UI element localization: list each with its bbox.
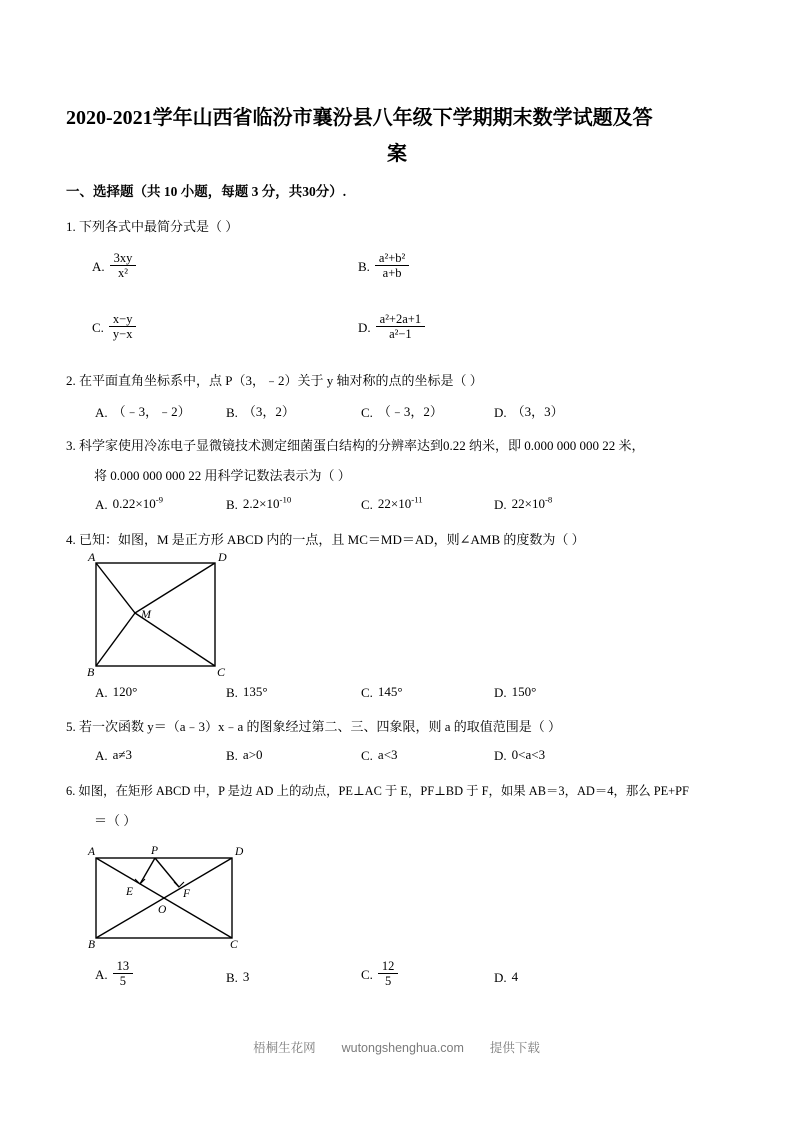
question-3-stem-line1: 科学家使用冷冻电子显微镜技术测定细菌蛋白结构的分辨率达到0.22 纳米，即 0.000 000 000 22 米， [79, 438, 645, 453]
question-2-number: 2. [66, 373, 76, 388]
option-5-A-text: a≠3 [112, 747, 133, 762]
vertex-label-O: O [158, 904, 167, 916]
option-6-D[interactable] [494, 969, 518, 986]
segment-PE [140, 858, 155, 884]
question-6-stem-line2-wrapper [94, 811, 136, 831]
vertex-label-A: A [88, 552, 96, 564]
option-1-C[interactable] [92, 313, 136, 343]
segment-AM [96, 563, 135, 613]
option-4-D-text: 150° [511, 684, 537, 699]
page-title [66, 100, 728, 172]
vertex-label-D: D [235, 846, 244, 858]
option-4-C-text: 145° [377, 684, 403, 699]
rectangle-abcd-diagonals-svg [84, 843, 254, 948]
question-1 [66, 217, 238, 237]
option-1-B-denominator: a+b [375, 265, 409, 280]
option-3-A-base: 0.22×10 [112, 496, 156, 511]
option-1-C-numerator: x−y [112, 312, 133, 326]
figure-question-6 [84, 843, 254, 948]
option-5-D[interactable] [494, 747, 545, 764]
option-6-C-numerator: 12 [381, 959, 395, 973]
footer-note: 提供下载 [489, 1041, 540, 1055]
vertex-label-D: D [218, 552, 227, 564]
option-3-B-base: 2.2×10 [242, 496, 280, 511]
option-1-B-fraction [375, 251, 409, 281]
right-angle-mark-F [174, 882, 184, 887]
option-3-C-base: 22×10 [377, 496, 412, 511]
option-1-A-denominator: x² [110, 265, 137, 280]
page-title-line2: 案 [387, 143, 407, 165]
option-1-A-numerator: 3xy [113, 251, 133, 265]
option-3-D[interactable] [494, 496, 552, 513]
option-3-B-exponent: -10 [279, 494, 292, 505]
footer-site-url: wutongshenghua.com [341, 1041, 464, 1055]
option-4-B[interactable] [226, 684, 268, 701]
option-4-D[interactable] [494, 684, 536, 701]
square-outline [96, 563, 215, 666]
option-2-D-label: D. [494, 405, 507, 421]
option-1-C-label: C. [92, 319, 104, 335]
option-2-C[interactable] [361, 401, 443, 421]
question-6-stem-line1: 如图，在矩形 ABCD 中，P 是边 AD 上的动点，PE⊥AC 于 E，PF⊥BD 于 F，如果 AB＝3，AD＝4，那么 PE+PF [78, 784, 689, 798]
question-4 [66, 530, 585, 550]
segment-DM [135, 563, 215, 613]
vertex-label-F: F [183, 888, 191, 900]
question-2-stem: 在平面直角坐标系中，点 P（3，﹣2）关于 y 轴对称的点的坐标是（ ） [79, 373, 483, 388]
option-3-A-label: A. [95, 497, 108, 513]
option-5-B[interactable] [226, 747, 263, 764]
option-6-C-denominator: 5 [378, 973, 399, 988]
question-1-stem: 下列各式中最简分式是（ ） [79, 219, 239, 234]
question-3-stem-line2-wrapper [94, 466, 351, 486]
option-5-B-label: B. [226, 748, 238, 764]
question-3 [66, 436, 645, 456]
option-2-B-text: （3，2） [242, 404, 295, 419]
option-1-B-numerator: a²+b² [378, 251, 406, 265]
option-3-D-base: 22×10 [511, 496, 545, 511]
option-2-C-text: （﹣3，2） [377, 404, 443, 419]
question-6-stem-line2: ＝（ ） [94, 813, 137, 828]
option-6-D-text: 4 [511, 969, 519, 984]
vertex-label-A: A [88, 846, 96, 858]
option-5-C-label: C. [361, 748, 373, 764]
option-2-B-label: B. [226, 405, 238, 421]
option-4-C-label: C. [361, 685, 373, 701]
option-4-C[interactable] [361, 684, 403, 701]
vertex-label-B: B [87, 665, 95, 677]
question-3-number: 3. [66, 438, 76, 453]
page-title-line1: 2020-2021学年山西省临汾市襄汾县八年级下学期期末数学试题及答 [66, 107, 653, 129]
option-6-A-label: A. [95, 966, 108, 982]
option-4-B-label: B. [226, 685, 238, 701]
option-5-D-label: D. [494, 748, 507, 764]
question-2 [66, 371, 483, 391]
option-2-A-label: A. [95, 405, 108, 421]
option-5-D-text: 0<a<3 [511, 747, 546, 762]
option-2-C-label: C. [361, 405, 373, 421]
option-3-A[interactable] [95, 496, 163, 513]
vertex-label-C: C [217, 665, 226, 677]
option-4-B-text: 135° [242, 684, 268, 699]
option-3-C-exponent: -11 [411, 494, 423, 505]
question-6 [66, 781, 689, 801]
vertex-label-P: P [151, 845, 159, 857]
question-4-stem: 已知：如图，M 是正方形 ABCD 内的一点，且 MC＝MD＝AD，则∠AMB 的度数为（ ） [79, 532, 585, 547]
option-1-C-fraction [109, 312, 137, 342]
option-6-D-label: D. [494, 970, 507, 986]
option-4-D-label: D. [494, 685, 507, 701]
option-1-D-label: D. [358, 319, 371, 335]
option-3-A-exponent: -9 [155, 494, 164, 505]
option-2-B[interactable] [226, 401, 295, 421]
option-6-A[interactable] [95, 960, 133, 990]
option-5-C[interactable] [361, 747, 398, 764]
option-3-B[interactable] [226, 496, 291, 513]
option-6-C-fraction [378, 959, 399, 989]
page-footer [0, 1038, 793, 1056]
footer-site-name: 梧桐生花网 [253, 1041, 316, 1055]
question-5-stem: 若一次函数 y＝（a﹣3）x﹣a 的图象经过第二、三、四象限，则 a 的取值范围是（ ） [79, 719, 562, 734]
figure-question-4 [84, 552, 234, 677]
question-1-number: 1. [66, 219, 76, 234]
option-1-B-label: B. [358, 258, 370, 274]
vertex-label-C: C [230, 939, 238, 948]
option-6-A-denominator: 5 [113, 973, 134, 988]
option-3-D-label: D. [494, 497, 507, 513]
option-3-C-label: C. [361, 497, 373, 513]
option-6-B[interactable] [226, 969, 249, 986]
option-6-C-label: C. [361, 966, 373, 982]
option-4-A-text: 120° [112, 684, 138, 699]
option-1-D-numerator: a²+2a+1 [379, 312, 422, 326]
option-2-D[interactable] [494, 401, 564, 421]
option-1-A[interactable] [92, 252, 136, 282]
option-5-B-text: a>0 [242, 747, 263, 762]
option-1-A-fraction [110, 251, 137, 281]
question-4-number: 4. [66, 532, 76, 547]
option-1-C-denominator: y−x [109, 326, 137, 341]
option-5-A-label: A. [95, 748, 108, 764]
option-3-C[interactable] [361, 496, 423, 513]
option-3-D-exponent: -8 [544, 494, 553, 505]
option-6-A-fraction [113, 959, 134, 989]
option-2-A[interactable] [95, 401, 191, 421]
question-6-number: 6. [66, 784, 76, 798]
question-5 [66, 717, 561, 737]
option-2-A-text: （﹣3，﹣2） [112, 404, 191, 419]
vertex-label-B: B [88, 939, 96, 948]
option-5-C-text: a<3 [377, 747, 398, 762]
option-1-D-fraction [376, 312, 425, 342]
option-1-A-label: A. [92, 258, 105, 274]
option-4-A[interactable] [95, 684, 137, 701]
option-1-B[interactable] [358, 252, 409, 282]
section-heading: 一、选择题（共 10 小题，每题 3 分，共30分）. [66, 184, 347, 199]
question-3-stem-line2: 将 0.000 000 000 22 用科学记数法表示为（ ） [94, 468, 351, 483]
option-6-A-numerator: 13 [116, 959, 130, 973]
option-6-C[interactable] [361, 960, 398, 990]
segment-BM [96, 613, 135, 666]
option-2-D-text: （3，3） [511, 404, 564, 419]
option-6-B-label: B. [226, 970, 238, 986]
vertex-label-E: E [126, 886, 134, 898]
square-abcd-point-m-svg [84, 552, 234, 677]
question-5-number: 5. [66, 719, 76, 734]
option-1-D-denominator: a²−1 [376, 326, 425, 341]
option-4-A-label: A. [95, 685, 108, 701]
option-6-B-text: 3 [242, 969, 250, 984]
option-1-D[interactable] [358, 313, 425, 343]
option-5-A[interactable] [95, 747, 132, 764]
vertex-label-M: M [141, 607, 151, 621]
option-3-B-label: B. [226, 497, 238, 513]
